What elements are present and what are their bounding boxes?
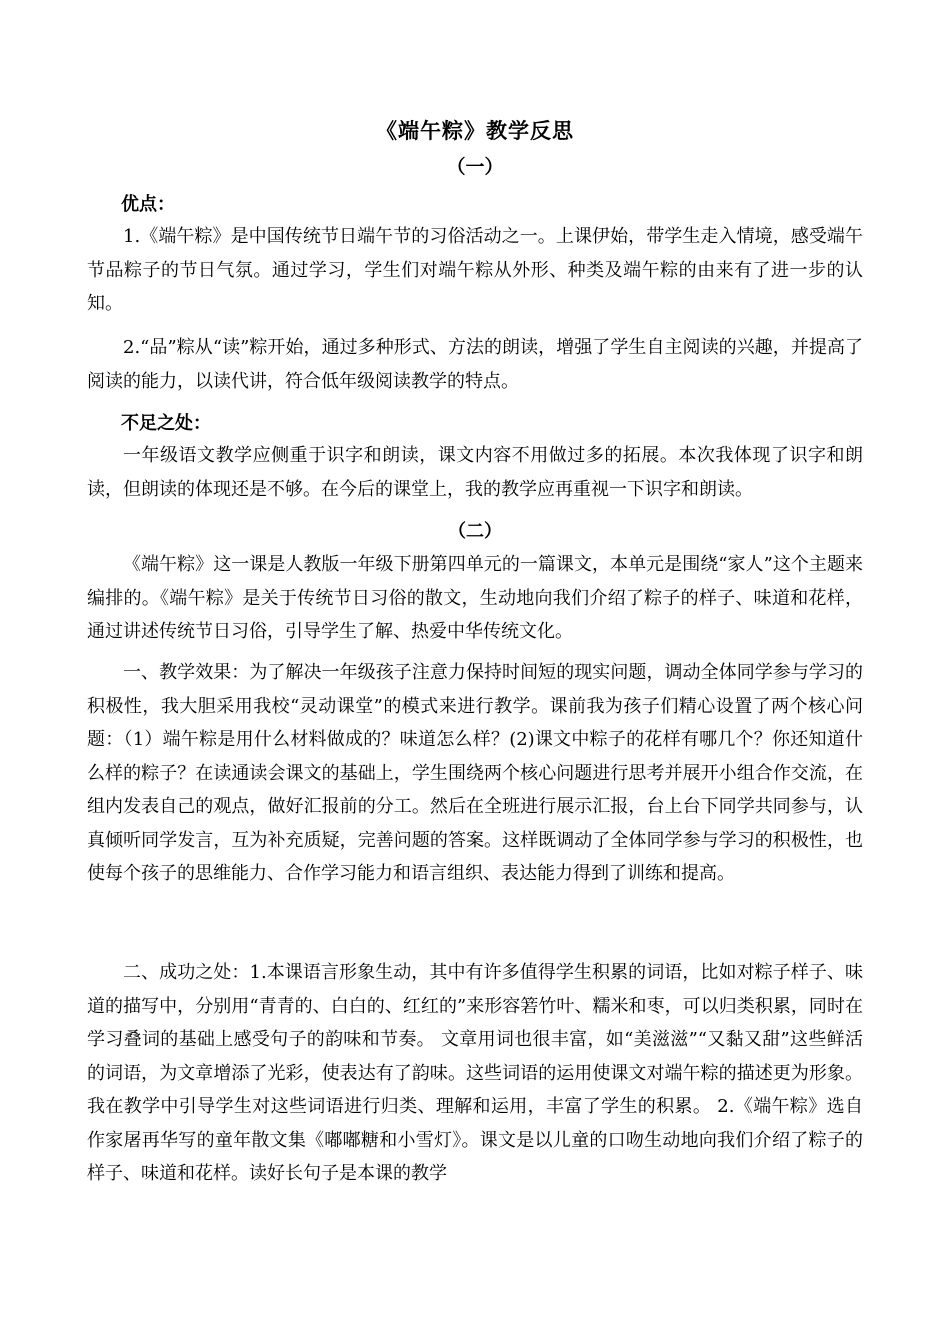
- part-two-label: （二）: [448, 521, 502, 542]
- part-one-label: （一）: [446, 156, 504, 178]
- shortcomings-heading: 不足之处：: [121, 413, 211, 434]
- intro-paragraph: 《端午粽》这一课是人教版一年级下册第四单元的一篇课文，本单元是围绕“家人”这个主题来编排的。《端午粽》是关于传统节日习俗的散文，生动地向我们介绍了粽子的样子、味道和花样，通过讲述传统节日习俗，引导学生了解、热爱中华传统文化。: [87, 554, 863, 642]
- advantages-paragraph-2: 2.“品”粽从“读”粽开始，通过多种形式、方法的朗读，增强了学生自主阅读的兴趣，并提高了阅读的能力，以读代讲，符合低年级阅读教学的特点。: [87, 337, 863, 392]
- teaching-effect-paragraph: 一、教学效果：为了解决一年级孩子注意力保持时间短的现实问题，调动全体同学参与学习的积极性，我大胆采用我校“灵动课堂”的模式来进行教学。课前我为孩子们精心设置了两个核心问题：（1）端午粽是用什么材料做成的？味道怎么样？(2)课文中粽子的花样有哪几个？你还知道什么样的粽子？在读通读会课文的基础上，学生围绕两个核心问题进行思考并展开小组合作交流，在组内发表自己的观点，做好汇报前的分工。然后在全班进行展示汇报，台上台下同学共同参与，认真倾听同学发言，互为补充质疑，完善问题的答案。这样既调动了全体同学参与学习的积极性，也使每个孩子的思维能力、合作学习能力和语言组织、表达能力得到了训练和提高。: [87, 662, 863, 884]
- document-title: 《端午粽》教学反思: [376, 118, 574, 143]
- success-paragraph: 二、成功之处：1.本课语言形象生动，其中有许多值得学生积累的词语，比如对粽子样子、味道的描写中，分别用“青青的、白白的、红红的”来形容箬竹叶、糯米和枣，可以归类积累，同时在学习叠词的基础上感受句子的韵味和节奏。 文章用词也很丰富，如“美滋滋”“又黏又甜”这些鲜活的词语，为文章增添了光彩，使表达有了韵味。这些词语的运用使课文对端午粽的描述更为形象。我在教学中引导学生对这些词语进行归类、理解和运用，丰富了学生的积累。 2.《端午粽》选自作家屠再华写的童年散文集《嘟嘟糖和小雪灯》。课文是以儿童的口吻生动地向我们介绍了粽子的样子、味道和花样。读好长句子是本课的教学: [87, 962, 863, 1184]
- shortcomings-paragraph: 一年级语文教学应侧重于识字和朗读，课文内容不用做过多的拓展。本次我体现了识字和朗读，但朗读的体现还是不够。在今后的课堂上，我的教学应再重视一下识字和朗读。: [87, 445, 863, 500]
- advantages-paragraph-1: 1.《端午粽》是中国传统节日端午节的习俗活动之一。上课伊始，带学生走入情境，感受端午节品粽子的节日气氛。通过学习，学生们对端午粽从外形、种类及端午粽的由来有了进一步的认知。: [87, 226, 863, 314]
- advantages-heading: 优点：: [121, 194, 175, 215]
